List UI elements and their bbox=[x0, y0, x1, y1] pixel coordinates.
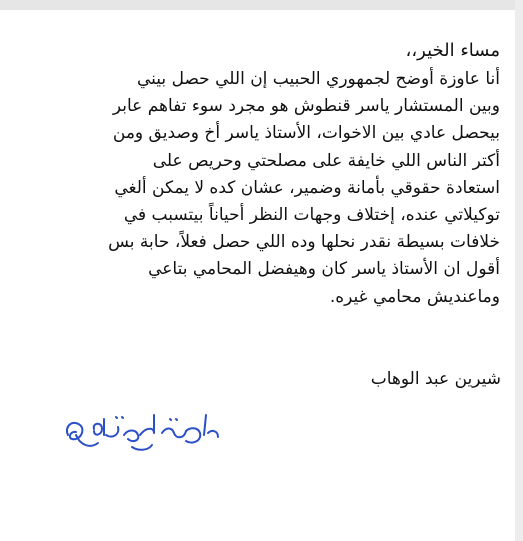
body-line: توكيلاتي عنده، إختلاف وجهات النظر أحياناً بيتسبب في bbox=[123, 205, 500, 226]
letter-body bbox=[60, 36, 500, 311]
body-line: أكتر الناس اللي خايفة على مصلحتي وحريص على bbox=[152, 150, 500, 171]
signer-name: شيرين عبد الوهاب bbox=[370, 369, 501, 389]
body-line: استعادة حقوقي بأمانة وضمير، عشان كده لا يمكن ألغي bbox=[114, 177, 500, 198]
paragraph bbox=[60, 66, 500, 311]
body-line: بيحصل عادي بين الاخوات، الأستاذ ياسر أخ وصديق ومن bbox=[112, 123, 500, 144]
right-edge-shadow bbox=[515, 0, 523, 541]
body-line: أنا عاوزة أوضح لجمهوري الحبيب إن اللي حصل بيني bbox=[137, 69, 500, 89]
body-line: وماعنديش محامي غيره. bbox=[329, 286, 500, 307]
handwritten-signature bbox=[58, 405, 228, 465]
body-line: وبين المستشار ياسر قنطوش هو مجرد سوء تفاهم عابر bbox=[112, 96, 500, 117]
top-edge-shadow bbox=[0, 0, 523, 10]
body-line: خلافات بسيطة نقدر نحلها وده اللي حصل فعلاً، حابة بس bbox=[108, 232, 500, 253]
body-line: أقول ان الأستاذ ياسر كان وهيفضل المحامي بتاعي bbox=[148, 259, 500, 280]
greeting: مساء الخير،، bbox=[405, 40, 500, 61]
